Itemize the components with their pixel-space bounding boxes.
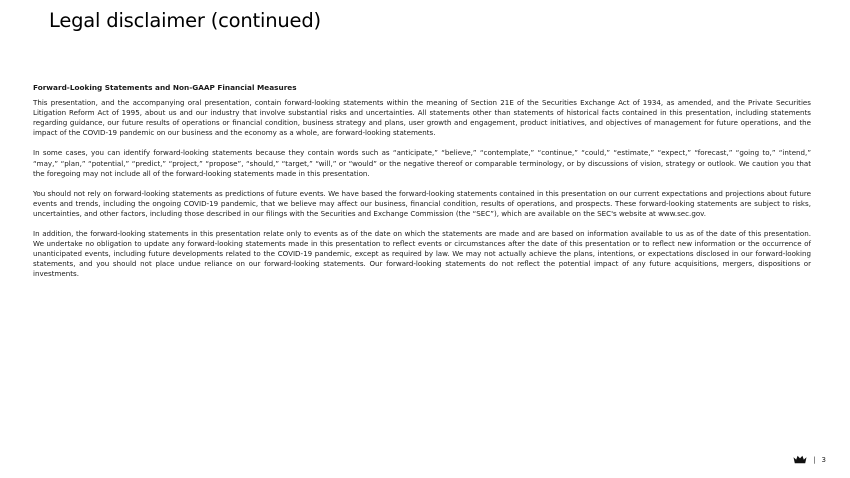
- page-number: 3: [821, 455, 826, 464]
- disclaimer-body: [33, 83, 811, 290]
- crown-icon: [793, 455, 807, 464]
- paragraph: You should not rely on forward-looking statements as predictions of future events. We have based the forward-looking statements contained in this presentation on our current expectations and projections about future events and trends, including the ongoing COVID-19 pandemic, that we believe may affect our business, financial condition, results of operations, and prospects. These forward-looking statements are subject to risks, uncertainties, and other factors, including those described in our filings with the Securities and Exchange Commission (the “SEC”), which are available on the SEC's website at www.sec.gov.: [33, 188, 811, 218]
- paragraph: This presentation, and the accompanying oral presentation, contain forward-looking statements within the meaning of Section 21E of the Securities Exchange Act of 1934, as amended, and the Private Securities Litigation Reform Act of 1995, about us and our industry that involve substantial risks and uncertainties. All statements other than statements of historical facts contained in this presentation, including statements regarding guidance, our future results of operations or financial condition, business strategy and plans, user growth and engagement, product initiatives, and objectives of management for future operations, and the impact of the COVID-19 pandemic on our business and the economy as a whole, are forward-looking statements.: [33, 98, 811, 138]
- page-title: Legal disclaimer (continued): [49, 9, 321, 32]
- slide-footer: [793, 455, 826, 464]
- paragraph: In some cases, you can identify forward-looking statements because they contain words such as “anticipate,” “believe,” “contemplate,” “continue,” “could,” “estimate,” “expect,” “forecast,” “going to,” “intend,” “may,” “plan,” “potential,” “predict,” “project,” “propose”, “should,” “target,” “will,” or “would” or the negative thereof or comparable terminology, or by discussions of vision, strategy or outlook. We caution you that the foregoing may not include all of the forward-looking statements made in this presentation.: [33, 148, 811, 178]
- paragraph: In addition, the forward-looking statements in this presentation relate only to events as of the date on which the statements are made and are based on information available to us as of the date of this presentation. We undertake no obligation to update any forward-looking statements made in this presentation to reflect events or circumstances after the date of this presentation or to reflect new information or the occurrence of unanticipated events, including future developments related to the COVID-19 pandemic, except as required by law. We may not actually achieve the plans, intentions, or expectations disclosed in our forward-looking statements, and you should not place undue reliance on our forward-looking statements. Our forward-looking statements do not reflect the potential impact of any future acquisitions, mergers, dispositions or investments.: [33, 229, 811, 279]
- footer-separator: |: [813, 455, 816, 464]
- section-heading: Forward-Looking Statements and Non-GAAP Financial Measures: [33, 83, 297, 92]
